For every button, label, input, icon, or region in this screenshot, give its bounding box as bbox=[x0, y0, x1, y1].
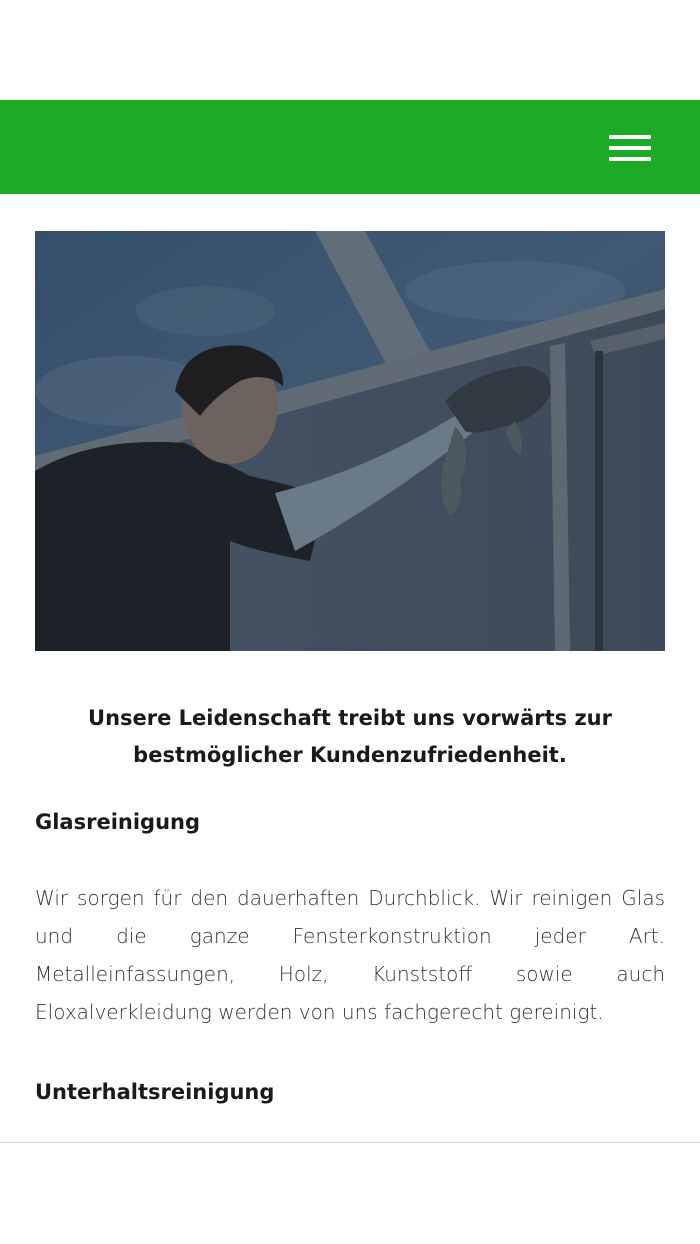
man-cleaning-glass-roof-photo bbox=[35, 231, 665, 651]
site-header bbox=[0, 100, 700, 194]
bottom-divider bbox=[0, 1142, 700, 1143]
menu-bar bbox=[609, 146, 651, 150]
main-content bbox=[35, 700, 665, 1107]
menu-bar bbox=[609, 157, 651, 161]
section-text-glasreinigung: Wir sorgen für den dauerhaften Durchblick. Wir reinigen Glas und die ganze Fensterkonstruktion jeder Art. Metalleinfassungen, Holz, Kunststoff sowie auch Eloxalverkleidung werden von uns fachgerecht gereinigt. bbox=[35, 886, 665, 1024]
menu-bar bbox=[609, 135, 651, 139]
section-heading-unterhaltsreinigung: Unterhaltsreinigung bbox=[35, 1080, 275, 1104]
status-area bbox=[0, 0, 700, 100]
hero-image bbox=[35, 231, 665, 651]
section-heading-glasreinigung: Glasreinigung bbox=[35, 810, 201, 834]
hamburger-menu-icon[interactable] bbox=[609, 135, 651, 161]
tagline: Unsere Leidenschaft treibt uns vorwärts zur bestmöglicher Kundenzufriedenheit. bbox=[88, 706, 612, 767]
